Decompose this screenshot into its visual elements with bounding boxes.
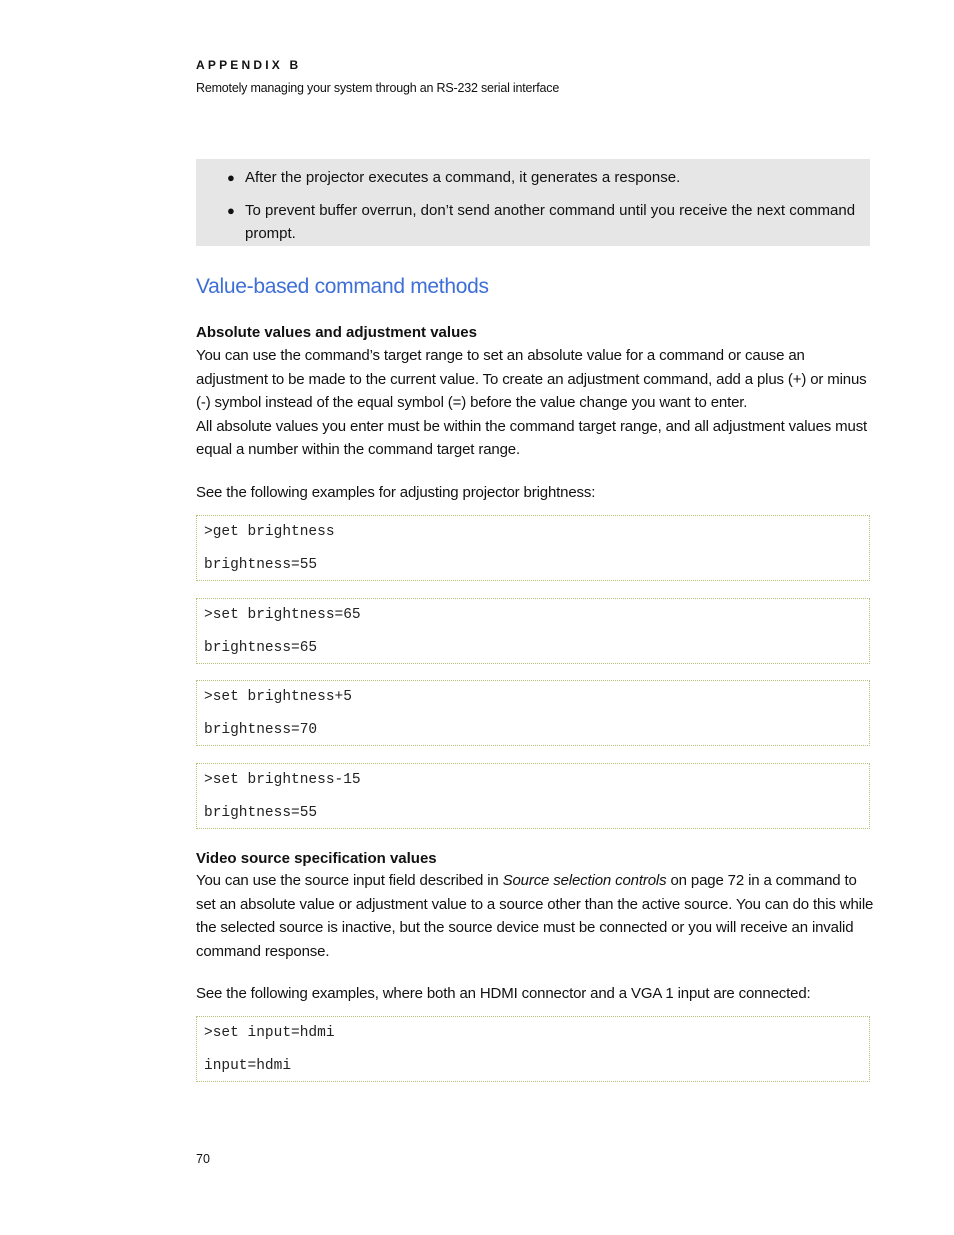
code-command: >set brightness=65 [204,607,361,623]
code-response: brightness=70 [204,722,318,738]
page-number: 70 [196,1152,210,1166]
code-example [196,763,870,829]
note-bullet: ● To prevent buffer overrun, don’t send another command until you receive the next command prompt. [226,199,858,246]
code-command: >get brightness [204,524,335,540]
cross-reference-link[interactable]: Source selection controls [502,872,667,889]
note-bullet: ● After the projector executes a command, it generates a response. [226,166,858,190]
code-response: brightness=55 [204,557,318,573]
code-response: brightness=65 [204,640,318,656]
code-command: >set brightness+5 [204,689,352,705]
paragraph: See the following examples, where both an HDMI connector and a VGA 1 input are connected: [196,985,811,1002]
bullet-icon: ● [227,202,235,218]
code-response: input=hdmi [204,1058,292,1074]
section-heading: Value-based command methods [196,275,489,298]
code-response: brightness=55 [204,805,318,821]
bullet-icon: ● [227,170,235,185]
subsection-title-video: Video source specification values [196,850,437,867]
chapter-subtitle: Remotely managing your system through an RS-232 serial interface [196,81,560,95]
code-command: >set brightness-15 [204,772,361,788]
code-example [196,515,870,581]
code-example [196,1016,870,1082]
paragraph: You can use the source input field described in Source selection controls on page 72 in a command to set an absolute value or adjustment value to a source other than the active source. You can do this while the selected source is inactive, but the source device must be connected or you will receive an invalid command response. [196,872,874,960]
note-box [196,159,870,246]
code-command: >set input=hdmi [204,1025,335,1041]
appendix-label: APPENDIX B [196,58,302,72]
subsection-title-absolute: Absolute values and adjustment values [196,324,477,341]
note-list [226,166,858,246]
paragraph: See the following examples for adjusting projector brightness: [196,484,596,501]
code-example [196,680,870,746]
code-example [196,598,870,664]
paragraph: You can use the command’s target range to set an absolute value for a command or cause an adjustment to be made to the current value. To create an adjustment command, add a plus (+) or minus (-) symbol instead of the equal symbol (=) before the value change you want to enter. All absolute values you enter must be within the command target range, and all adjustment values must equal a number within the command target range. [196,347,868,458]
